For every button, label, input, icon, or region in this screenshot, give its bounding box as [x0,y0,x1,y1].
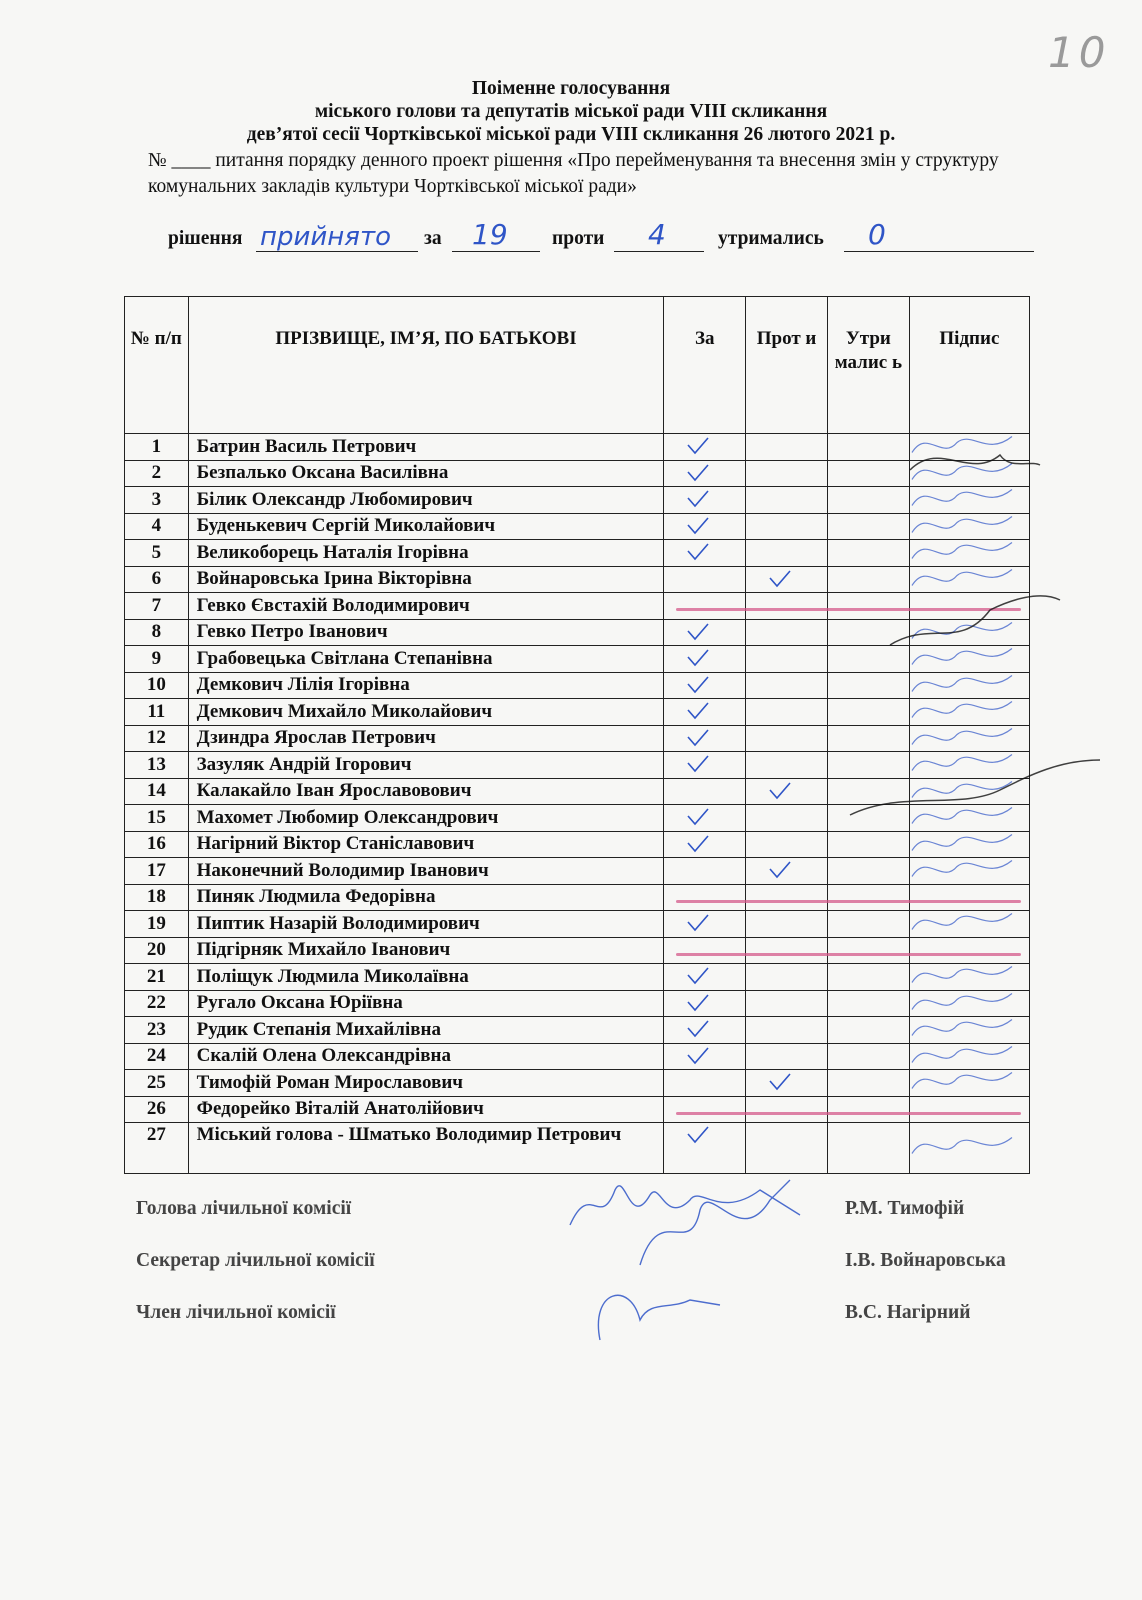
table-row [125,1017,1030,1044]
session-line: дев’ятої сесії Чортківської міської ради VIII скликання 26 лютого 2021 р. [246,124,896,145]
absent-strike-line [676,1112,1021,1115]
deputy-name: Зазуляк Андрій Ігорович [188,752,664,779]
vote-for-cell [664,964,746,991]
check-mark-icon [686,807,710,827]
vote-against-cell [746,513,828,540]
header-against: Прот и [746,297,828,434]
vote-abstain-cell [827,725,909,752]
deputy-name: Тимофій Роман Мирославович [188,1070,664,1097]
row-number: 23 [125,1017,189,1044]
deputy-name: Калакайло Іван Ярославовович [188,778,664,805]
vote-against-cell [746,646,828,673]
deputy-name: Ругало Оксана Юріївна [188,990,664,1017]
secretary-name: І.В. Войнаровська [845,1250,1006,1271]
vote-against-cell [746,487,828,514]
check-mark-icon [686,993,710,1013]
deputy-name: Гевко Петро Іванович [188,619,664,646]
vote-abstain-cell [827,752,909,779]
signature-cell [909,805,1029,832]
vote-abstain-cell [827,460,909,487]
vote-against-cell [746,540,828,567]
vote-for-cell [664,672,746,699]
signature-cell [909,540,1029,567]
row-number: 6 [125,566,189,593]
row-number: 21 [125,964,189,991]
vote-abstain-cell [827,831,909,858]
vote-against-cell [746,990,828,1017]
vote-abstain-cell [827,1043,909,1070]
row-number: 7 [125,593,189,620]
check-mark-icon [686,1125,710,1145]
roll-call-table [124,296,1030,1174]
deputy-name: Безпалько Оксана Василівна [188,460,664,487]
vote-against-cell [746,593,828,620]
abstain-blank [844,251,1034,252]
vote-against-cell [746,1123,828,1174]
vote-for-cell [664,540,746,567]
table-row [125,911,1030,938]
vote-for-cell [664,566,746,593]
decision-label: рішення [168,228,243,249]
row-number: 1 [125,434,189,461]
table-row [125,805,1030,832]
vote-against-cell [746,619,828,646]
table-row [125,540,1030,567]
vote-for-cell [664,752,746,779]
table-row [125,646,1030,673]
deputy-name: Наконечний Володимир Іванович [188,858,664,885]
header-for: За [664,297,746,434]
row-number: 17 [125,858,189,885]
table-row [125,699,1030,726]
signature-cell [909,1043,1029,1070]
vote-for-cell [664,487,746,514]
absent-strike-line [676,900,1021,903]
row-number: 4 [125,513,189,540]
row-number: 3 [125,487,189,514]
against-label: проти [552,228,605,249]
table-row [125,858,1030,885]
table-row [125,990,1030,1017]
row-number: 19 [125,911,189,938]
commission-signature-3 [598,1295,720,1340]
deputy-name: Рудик Степанія Михайлівна [188,1017,664,1044]
vote-abstain-cell [827,884,909,911]
signature-cell [909,911,1029,938]
row-number: 13 [125,752,189,779]
vote-against-cell [746,1070,828,1097]
deputy-name: Нагірний Віктор Станіславович [188,831,664,858]
vote-against-cell [746,1096,828,1123]
vote-abstain-cell [827,858,909,885]
vote-for-cell [664,831,746,858]
chair-name: Р.М. Тимофій [845,1198,965,1219]
vote-against-cell [746,831,828,858]
against-blank [614,251,704,252]
row-number: 22 [125,990,189,1017]
check-mark-icon [686,728,710,748]
table-row [125,460,1030,487]
abstain-count: 0 [868,218,886,251]
signature-cell [909,778,1029,805]
check-mark-icon [686,516,710,536]
decision-line [168,218,1068,256]
table-row [125,884,1030,911]
table-row [125,1070,1030,1097]
check-mark-icon [686,754,710,774]
vote-against-cell [746,460,828,487]
vote-for-cell [664,1096,746,1123]
check-mark-icon [686,834,710,854]
signature-cell [909,1017,1029,1044]
deputy-name: Скалій Олена Олександрівна [188,1043,664,1070]
vote-against-cell [746,566,828,593]
vote-abstain-cell [827,593,909,620]
check-mark-icon [686,913,710,933]
vote-for-cell [664,990,746,1017]
deputy-name: Демкович Михайло Миколайович [188,699,664,726]
table-row [125,672,1030,699]
signature-cell [909,1096,1029,1123]
vote-against-cell [746,434,828,461]
vote-for-cell [664,884,746,911]
signature-cell [909,964,1029,991]
deputy-name: Великоборець Наталія Ігорівна [188,540,664,567]
check-mark-icon [686,675,710,695]
row-number: 9 [125,646,189,673]
check-mark-icon [768,860,792,880]
handwritten-page-number: 10 [1048,28,1110,77]
signature-cell [909,937,1029,964]
vote-for-cell [664,858,746,885]
vote-for-cell [664,937,746,964]
signature-cell [909,460,1029,487]
vote-for-cell [664,699,746,726]
absent-strike-line [676,953,1021,956]
deputy-name: Білик Олександр Любомирович [188,487,664,514]
row-number: 5 [125,540,189,567]
row-number: 8 [125,619,189,646]
table-row [125,725,1030,752]
check-mark-icon [686,542,710,562]
vote-for-cell [664,1043,746,1070]
deputy-name: Гевко Євстахій Володимирович [188,593,664,620]
signature-cell [909,1123,1029,1174]
for-count: 19 [472,218,508,251]
signature-cell [909,725,1029,752]
signature-cell [909,513,1029,540]
vote-against-cell [746,1043,828,1070]
commission-signature-1 [570,1186,800,1225]
deputy-name: Підгірняк Михайло Іванович [188,937,664,964]
vote-against-cell [746,778,828,805]
vote-abstain-cell [827,1070,909,1097]
row-number: 20 [125,937,189,964]
vote-abstain-cell [827,964,909,991]
check-mark-icon [686,966,710,986]
deputy-name: Буденькевич Сергій Миколайович [188,513,664,540]
member-label: Член лічильної комісії [136,1302,336,1323]
check-mark-icon [686,648,710,668]
signature-cell [909,1070,1029,1097]
vote-abstain-cell [827,805,909,832]
row-number: 12 [125,725,189,752]
table-row [125,619,1030,646]
check-mark-icon [686,489,710,509]
check-mark-icon [686,1019,710,1039]
check-mark-icon [686,1046,710,1066]
row-number: 14 [125,778,189,805]
document-subtitle: міського голови та депутатів міської ради VIII скликання [314,101,828,122]
signature-cell [909,566,1029,593]
row-number: 16 [125,831,189,858]
member-name: В.С. Нагірний [845,1302,971,1323]
signature-cell [909,831,1029,858]
vote-for-cell [664,593,746,620]
row-number: 11 [125,699,189,726]
vote-against-cell [746,1017,828,1044]
table-row [125,1123,1030,1174]
row-number: 18 [125,884,189,911]
against-count: 4 [648,218,666,251]
vote-for-cell [664,460,746,487]
vote-against-cell [746,699,828,726]
vote-against-cell [746,937,828,964]
abstain-label: утримались [718,228,824,249]
signature-cell [909,884,1029,911]
vote-for-cell [664,805,746,832]
vote-abstain-cell [827,434,909,461]
table-row [125,778,1030,805]
table-row [125,434,1030,461]
row-number: 26 [125,1096,189,1123]
deputy-name: Батрин Василь Петрович [188,434,664,461]
document-title: Поіменне голосування [471,78,671,99]
check-mark-icon [768,569,792,589]
vote-against-cell [746,752,828,779]
table-header-row [125,297,1030,434]
table-row [125,513,1030,540]
vote-abstain-cell [827,778,909,805]
vote-for-cell [664,1017,746,1044]
signature-cell [909,487,1029,514]
signature-cell [909,593,1029,620]
check-mark-icon [768,1072,792,1092]
for-label: за [424,228,442,249]
deputy-name: Міський голова - Шматько Володимир Петрович [188,1123,664,1174]
deputy-name: Демкович Лілія Ігорівна [188,672,664,699]
vote-for-cell [664,646,746,673]
header-num: № п/п [125,297,189,434]
check-mark-icon [686,436,710,456]
deputy-name: Поліщук Людмила Миколаївна [188,964,664,991]
table-row [125,1096,1030,1123]
deputy-name: Грабовецька Світлана Степанівна [188,646,664,673]
deputy-name: Войнаровська Ірина Вікторівна [188,566,664,593]
row-number: 10 [125,672,189,699]
signature-cell [909,434,1029,461]
vote-against-cell [746,964,828,991]
vote-for-cell [664,619,746,646]
signature-cell [909,990,1029,1017]
vote-abstain-cell [827,911,909,938]
vote-against-cell [746,672,828,699]
vote-abstain-cell [827,540,909,567]
agenda-item: № ____ питання порядку денного проект рішення «Про перейменування та внесення змін у структуру комунальних закладів культури Чортківської міської ради» [148,150,999,197]
signature-cell [909,858,1029,885]
row-number: 24 [125,1043,189,1070]
vote-abstain-cell [827,1017,909,1044]
vote-abstain-cell [827,1096,909,1123]
vote-abstain-cell [827,937,909,964]
signature-cell [909,619,1029,646]
table-row [125,937,1030,964]
row-number: 27 [125,1123,189,1174]
table-row [125,831,1030,858]
deputy-name: Пиптик Назарій Володимирович [188,911,664,938]
table-row [125,593,1030,620]
deputy-name: Пиняк Людмила Федорівна [188,884,664,911]
vote-abstain-cell [827,699,909,726]
chair-label: Голова лічильної комісії [136,1198,352,1219]
decision-value: прийнято [260,222,391,252]
vote-against-cell [746,911,828,938]
table-row [125,1043,1030,1070]
deputy-name: Дзиндра Ярослав Петрович [188,725,664,752]
vote-against-cell [746,858,828,885]
check-mark-icon [686,463,710,483]
vote-abstain-cell [827,990,909,1017]
row-number: 25 [125,1070,189,1097]
for-blank [452,251,540,252]
secretary-label: Секретар лічильної комісії [136,1250,375,1271]
deputy-name: Федорейко Віталій Анатолійович [188,1096,664,1123]
vote-for-cell [664,911,746,938]
header-signature: Підпис [909,297,1029,434]
signature-cell [909,646,1029,673]
check-mark-icon [686,701,710,721]
vote-abstain-cell [827,672,909,699]
signature-cell [909,699,1029,726]
table-row [125,752,1030,779]
vote-for-cell [664,513,746,540]
deputy-name: Махомет Любомир Олександрович [188,805,664,832]
vote-abstain-cell [827,513,909,540]
header-name: ПРІЗВИЩЕ, ІМ’Я, ПО БАТЬКОВІ [188,297,664,434]
table-row [125,964,1030,991]
vote-for-cell [664,778,746,805]
vote-against-cell [746,805,828,832]
vote-abstain-cell [827,566,909,593]
row-number: 2 [125,460,189,487]
check-mark-icon [768,781,792,801]
vote-abstain-cell [827,619,909,646]
vote-against-cell [746,725,828,752]
vote-abstain-cell [827,487,909,514]
table-row [125,487,1030,514]
table-row [125,566,1030,593]
vote-for-cell [664,434,746,461]
vote-for-cell [664,1123,746,1174]
vote-against-cell [746,884,828,911]
row-number: 15 [125,805,189,832]
check-mark-icon [686,622,710,642]
vote-for-cell [664,1070,746,1097]
vote-for-cell [664,725,746,752]
signature-cell [909,752,1029,779]
vote-abstain-cell [827,1123,909,1174]
signature-cell [909,672,1029,699]
vote-abstain-cell [827,646,909,673]
header-abstain: Утри малис ь [827,297,909,434]
commission-signature-2 [640,1180,790,1265]
absent-strike-line [676,608,1021,611]
